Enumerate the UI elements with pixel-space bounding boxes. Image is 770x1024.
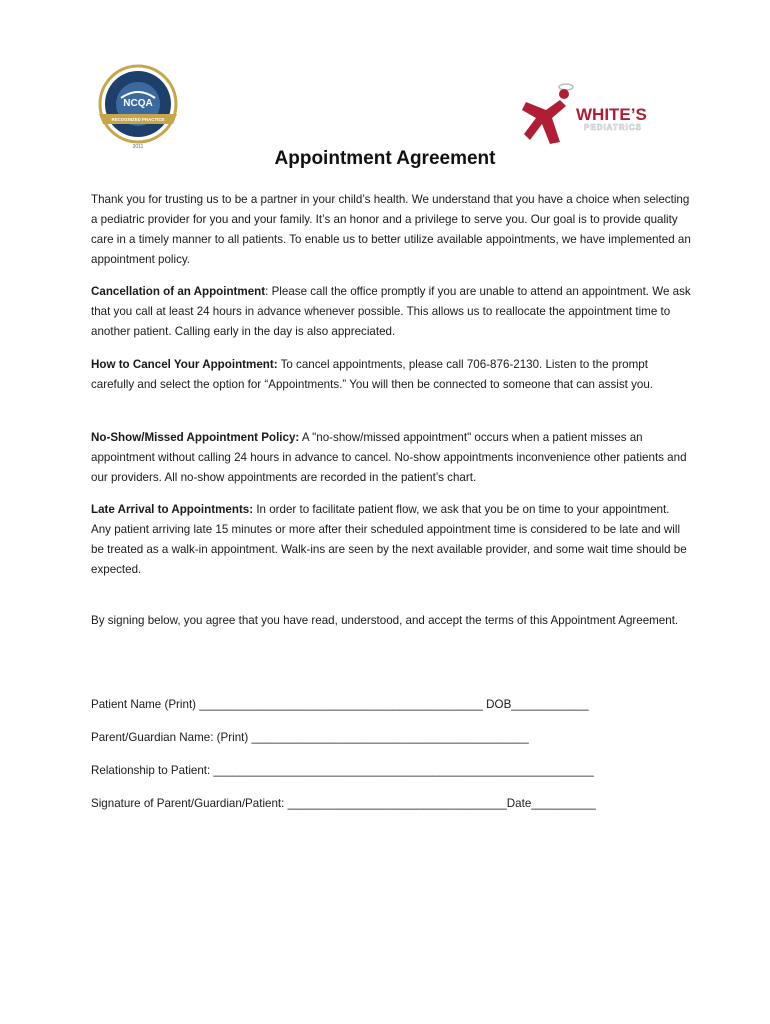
late-arrival-heading: Late Arrival to Appointments: — [91, 503, 254, 516]
ncqa-seal-icon — [93, 62, 183, 152]
signature-field[interactable]: Signature of Parent/Guardian/Patient: __________________________________Date__________ — [91, 797, 596, 810]
how-to-cancel-heading: How to Cancel Your Appointment: — [91, 358, 278, 371]
intro-paragraph: Thank you for trusting us to be a partner in your child’s health. We understand that you have a choice when selecting a pediatric provider for you and your family. It’s an honor and a privilege to serve you. Our goal is to provide quality care in a timely manner to all patients. To enable us to better utilize available appointments, we have implemented an appointment policy. — [91, 193, 691, 266]
logo-figure — [522, 100, 566, 144]
page-title: Appointment Agreement — [274, 148, 496, 169]
seal-year: 2011 — [132, 144, 144, 150]
no-show-paragraph — [91, 428, 691, 488]
late-arrival-body: In order to facilitate patient flow, we ask that you be on time to your appointment. Any patient arriving late 15 minutes or more after their scheduled appointment time is considered to be late and will be treated as a walk-in appointment. Walk-ins are seen by the next available provider, and some wait time should be expected. — [91, 503, 687, 576]
ncqa-text: NCQA — [123, 98, 153, 109]
no-show-heading: No-Show/Missed Appointment Policy: — [91, 431, 300, 444]
cancellation-body: : Please call the office promptly if you are unable to attend an appointment. We ask that you call at least 24 hours in advance whenever possible. This allows us to reallocate the appointment time to another patient. Calling early in the day is also appreciated. — [91, 285, 691, 338]
seal-ribbon-text: RECOGNIZED PRACTICE — [111, 117, 165, 122]
late-arrival-paragraph — [91, 500, 691, 580]
how-to-cancel-paragraph — [91, 355, 691, 395]
cancellation-heading: Cancellation of an Appointment — [91, 285, 266, 298]
no-show-body: A "no-show/missed appointment" occurs when a patient misses an appointment without calling 24 hours in advance to cancel. No-show appointments inconvenience other patients and our providers. All no-show appointments are recorded in the patient’s chart. — [91, 431, 687, 484]
whites-pediatrics-logo-icon — [520, 80, 690, 146]
cancellation-paragraph — [91, 282, 691, 342]
guardian-name-field[interactable]: Parent/Guardian Name: (Print) ___________________________________________ — [91, 731, 529, 744]
how-to-cancel-body: To cancel appointments, please call 706-876-2130. Listen to the prompt carefully and select the option for “Appointments.” You will then be connected to someone that can assist you. — [91, 358, 653, 391]
relationship-field[interactable]: Relationship to Patient: ___________________________________________________________ — [91, 764, 594, 777]
logo-name: WHITE’S — [576, 105, 647, 124]
agreement-paragraph: By signing below, you agree that you have read, understood, and accept the terms of this Appointment Agreement. — [91, 614, 679, 627]
logo-head — [559, 89, 569, 99]
logo-subtitle: PEDIATRICS — [584, 123, 642, 132]
logo-halo — [559, 84, 573, 90]
patient-name-field[interactable]: Patient Name (Print) ____________________________________________ DOB____________ — [91, 698, 589, 711]
